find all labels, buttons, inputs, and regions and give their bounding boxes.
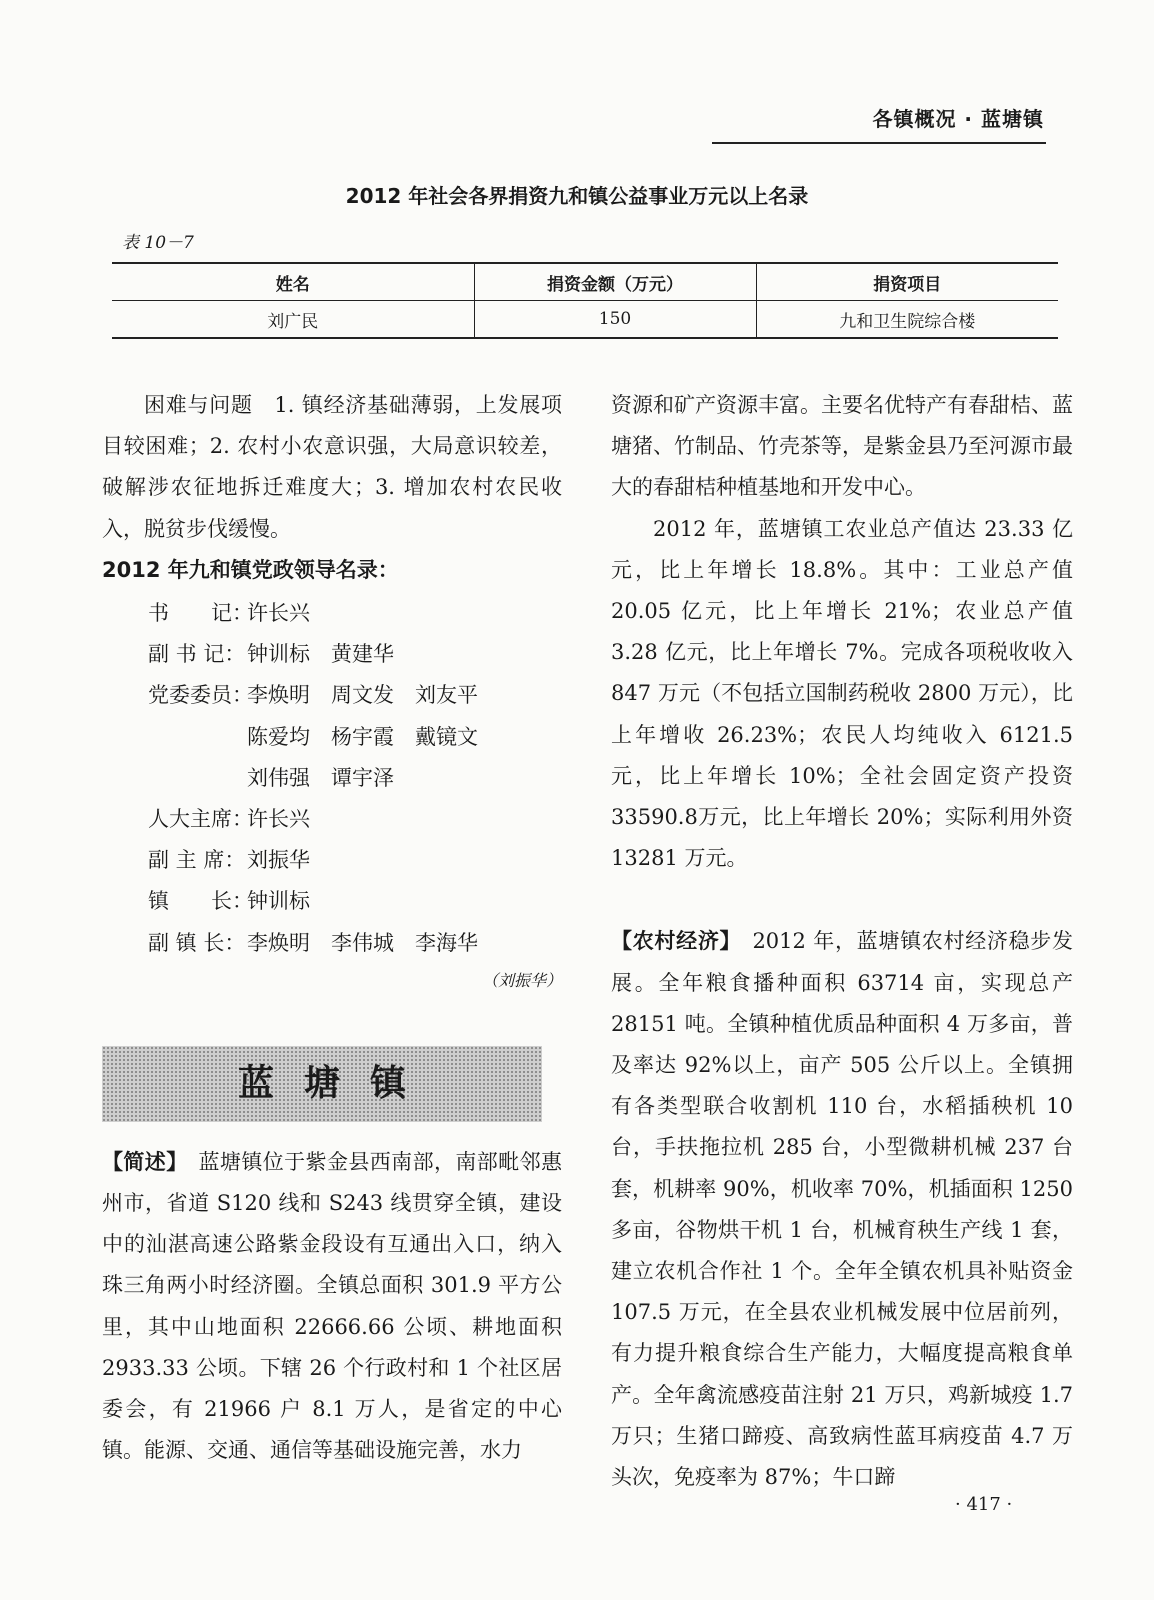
column-header-name: 姓名: [112, 263, 474, 301]
roster-role: 书 记：: [148, 601, 253, 626]
roster-names: 钟训标 黄建华: [247, 642, 394, 667]
roster-row: [102, 717, 562, 758]
leaders-roster: [102, 593, 562, 964]
roster-role: 副 书 记：: [148, 642, 246, 667]
roster-names: 许长兴: [247, 601, 310, 626]
roster-row: [102, 758, 562, 799]
column-header-amount: 捐资金额（万元）: [474, 263, 756, 301]
roster-names: 李焕明 李伟城 李海华: [247, 930, 478, 955]
roster-row: [102, 593, 562, 634]
section-banner-title: 蓝塘镇: [237, 1063, 436, 1105]
overview-label: 【简述】: [102, 1149, 178, 1174]
roster-row: [102, 675, 562, 716]
column-header-project: 捐资项目: [756, 263, 1058, 301]
roster-names: 刘振华: [247, 848, 310, 873]
roster-row: [102, 923, 562, 964]
cell-donor-name: 刘广民: [267, 311, 319, 332]
roster-row: [102, 634, 562, 675]
spacer: [611, 879, 1073, 921]
cell-donation-project: 九和卫生院综合楼: [756, 301, 1058, 339]
roster-names: 李焕明 周文发 刘友平: [247, 683, 478, 708]
rural-economy-label: 【农村经济】: [611, 929, 731, 954]
table-title: 2012 年社会各界捐资九和镇公益事业万元以上名录: [345, 184, 809, 208]
left-column: [102, 385, 562, 1471]
donation-table: [112, 262, 1058, 339]
rural-economy-paragraph: [611, 921, 1073, 1498]
roster-role: 党委委员：: [148, 683, 253, 708]
leaders-heading: 2012 年九和镇党政领导名录：: [102, 557, 399, 582]
running-head: 各镇概况 · 蓝塘镇: [872, 107, 1044, 131]
problems-paragraph: 困难与问题 1. 镇经济基础薄弱，上发展项目较困难；2. 农村小农意识强，大局意识较差，破解涉农征地拆迁难度大；3. 增加农村农民收入，脱贫步伐缓慢。: [102, 393, 562, 541]
cell-donation-amount: 150: [474, 301, 756, 339]
roster-role: 人大主席：: [148, 806, 253, 831]
page-number: · 417 ·: [955, 1494, 1013, 1515]
roster-names: 许长兴: [247, 806, 310, 831]
economy-paragraph: 2012 年，蓝塘镇工农业总产值达 23.33 亿元，比上年增长 18.8%。其中：工业总产值 20.05 亿元，比上年增长 21%；农业总产值 3.28 亿元，比上年增长 7%。完成各项税收收入 847 万元（不包括立国制药税收 2800 万元），比上年增收 26.23%；农民人均纯收入 6121.5 元，比上年增长 10%；全社会固定资产投资 33590.8万元，比上年增长 20%；实际利用外资 13281 万元。: [611, 516, 1073, 871]
roster-names: 刘伟强 谭宇泽: [247, 765, 394, 790]
section-banner: [102, 1046, 542, 1122]
roster-role: [102, 758, 247, 799]
table-number: 表 10－7: [122, 233, 194, 253]
roster-names: 陈爱均 杨宇霞 戴镜文: [247, 724, 478, 749]
roster-role: 副 主 席：: [148, 848, 246, 873]
spacer: [102, 1122, 562, 1142]
roster-role: [102, 717, 247, 758]
roster-names: 钟训标: [247, 889, 310, 914]
table-row: [112, 301, 1058, 339]
rural-economy-text: 2012 年，蓝塘镇农村经济稳步发展。全年粮食播种面积 63714 亩，实现总产 28151 吨。全镇种植优质品种面积 4 万多亩，普及率达 92%以上，亩产 505 公斤以上。全镇拥有各类型联合收割机 110 台，水稻插秧机 10 台，手扶拖拉机 285 台，小型微耕机械 237 台套，机耕率 90%，机收率 70%，机插面积 1250 多亩，谷物烘干机 1 台，机械育秧生产线 1 套，建立农机合作社 1 个。全年全镇农机具补贴资金 107.5 万元，在全县农业机械发展中位居前列，有力提升粮食综合生产能力，大幅度提高粮食单产。全年禽流感疫苗注射 21 万只，鸡新城疫 1.7 万只；生猪口蹄疫、高致病性蓝耳病疫苗 4.7 万头次，免疫率为 87%；牛口蹄: [611, 929, 1074, 1490]
overview-text: 蓝塘镇位于紫金县西南部，南部毗邻惠州市，省道 S120 线和 S243 线贯穿全镇，建设中的汕湛高速公路紫金段设有互通出入口，纳入珠三角两小时经济圈。全镇总面积 301.9 平方公里，其中山地面积 22666.66 公顷、耕地面积 2933.33 公顷。下辖 26 个行政村和 1 个社区居委会，有 21966 户 8.1 万人，是省定的中心镇。能源、交通、通信等基础设施完善，水力: [102, 1149, 563, 1463]
author-signoff: （刘振华）: [481, 970, 562, 990]
overview-paragraph: [102, 1142, 562, 1472]
header-rule: [712, 142, 1046, 144]
table-header-row: [112, 263, 1058, 301]
roster-role: 副 镇 长：: [148, 930, 246, 955]
right-column: [611, 385, 1073, 1498]
roster-role: 镇 长：: [148, 889, 253, 914]
roster-row: [102, 799, 562, 840]
roster-row: [102, 881, 562, 922]
resources-paragraph: 资源和矿产资源丰富。主要名优特产有春甜桔、蓝塘猪、竹制品、竹壳茶等，是紫金县乃至河源市最大的春甜桔种植基地和开发中心。: [611, 393, 1073, 500]
roster-row: [102, 840, 562, 881]
